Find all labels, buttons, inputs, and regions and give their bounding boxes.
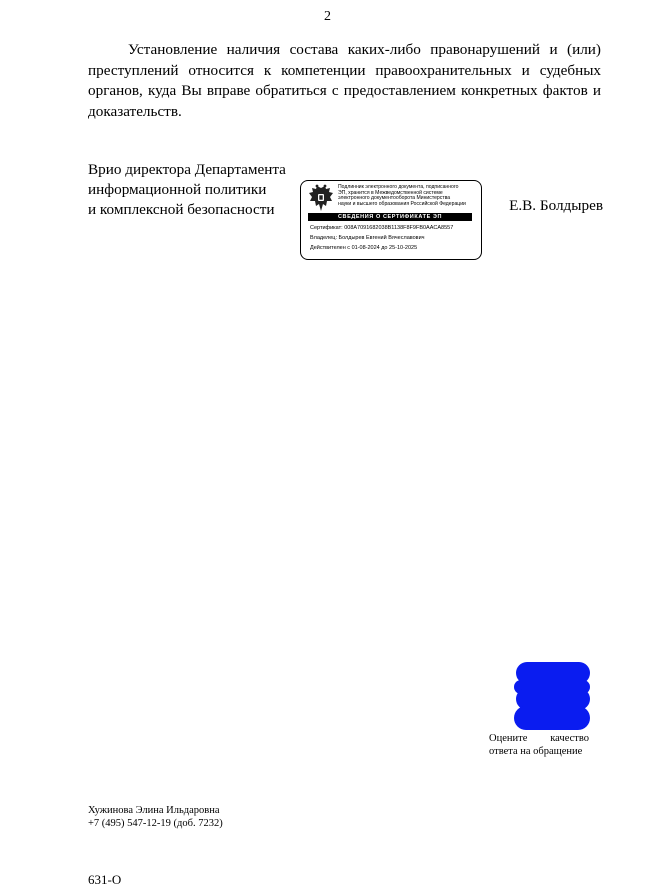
executor-block [88, 805, 223, 830]
executor-phone: +7 (495) 547-12-19 (доб. 7232) [88, 817, 223, 829]
e-signature-stamp [300, 180, 482, 260]
stamp-certificate: Сертификат: 008A7091682038B1138F8F9FB0AACA8557 [310, 225, 454, 231]
signer-name: Е.В. Болдырев [509, 197, 603, 214]
registration-number: 631-О [88, 872, 122, 887]
signatory-title-line: и комплексной безопасности [88, 201, 275, 218]
qr-caption-line: ответа на обращение [489, 746, 583, 757]
feedback-qr-code[interactable] [514, 662, 590, 730]
stamp-notice-line: науки и высшего образования Российской Федерации [338, 200, 466, 207]
signatory-title-line: информационной политики [88, 181, 267, 198]
stamp-notice [338, 185, 478, 207]
body-paragraph: Установление наличия состава каких-либо правонарушений и (или) преступлений относится к компетенции правоохранительных и судебных органов, куда Вы вправе обратиться с предоставлением конкретных фактов и доказательств. [88, 41, 601, 120]
stamp-band-title: СВЕДЕНИЯ О СЕРТИФИКАТЕ ЭП [308, 213, 472, 221]
stamp-notice-line: ЭП, хранится в Межведомственной системе [338, 189, 443, 196]
stamp-notice-line: Подлинник электронного документа, подписанного [338, 184, 459, 190]
page-number: 2 [324, 9, 331, 24]
stamp-validity: Действителен с 01-08-2024 до 25-10-2025 [310, 245, 418, 251]
qr-caption-line: Оцените качество [489, 733, 589, 744]
russian-coat-of-arms-icon [307, 184, 335, 214]
signatory-title-line: Врио директора Департамента [88, 161, 286, 178]
stamp-owner: Владелец: Болдырев Евгений Вячеславович [310, 235, 425, 241]
stamp-notice-line: электронного документооборота Министерства [338, 195, 451, 202]
qr-caption [489, 732, 589, 758]
signatory-title [88, 160, 286, 220]
executor-name: Хужинова Элина Ильдаровна [88, 805, 220, 816]
